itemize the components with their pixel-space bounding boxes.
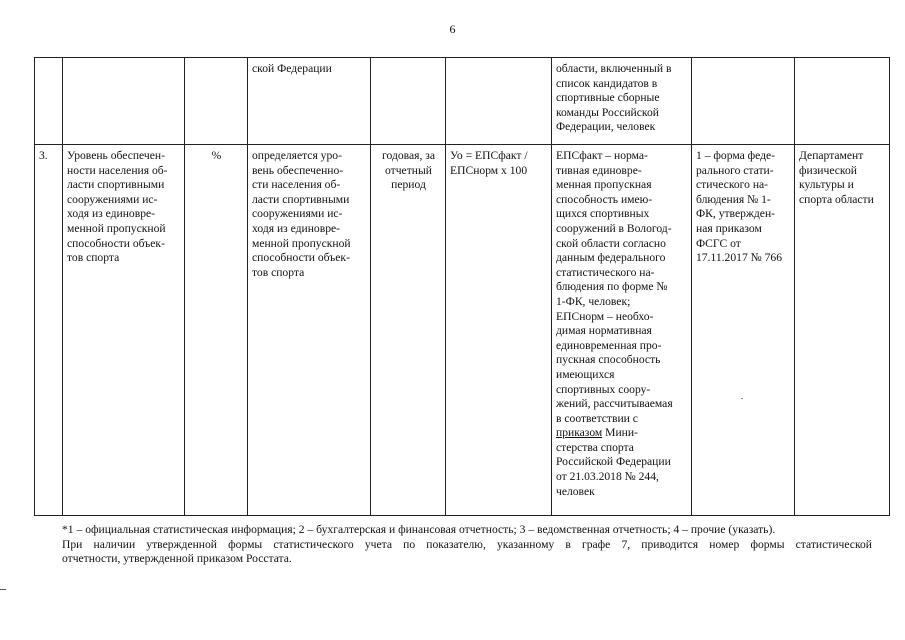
cell-definition-continued: ской Федерации bbox=[248, 58, 371, 145]
cell-unit: % bbox=[185, 145, 248, 516]
footnote-line-3: отчетности, утвержденной приказом Росстата. bbox=[62, 552, 292, 566]
cell-definition: определяется уро- вень обеспеченно- сти населения об- ласти спортивными сооружениями ис- ходя из единовре- менной пропускной способности объек- тов спорта bbox=[248, 145, 371, 516]
cell-empty bbox=[371, 58, 446, 145]
cell-number: 3. bbox=[35, 145, 63, 516]
cell-periodicity: годовая, за отчетный период bbox=[371, 145, 446, 516]
cell-empty bbox=[795, 58, 890, 145]
cell-responsible: Департамент физической культуры и спорта области bbox=[795, 145, 890, 516]
footnote-line-2: При наличии утвержденной формы статистического учета по показателю, указанному в графе 7, приводится номер формы статистической bbox=[62, 537, 872, 551]
cell-formula: Уо = ЕПСфакт / ЕПСнорм х 100 bbox=[446, 145, 552, 516]
footnote-line-1: *1 – официальная статистическая информация; 2 – бухгалтерская и финансовая отчетность; 3 – ведомственная отчетность; 4 – прочие (указать). bbox=[62, 523, 776, 536]
page-number: 6 bbox=[449, 22, 456, 36]
cell-empty bbox=[446, 58, 552, 145]
cell-empty bbox=[63, 58, 185, 145]
indicator-table bbox=[34, 57, 890, 516]
cell-empty bbox=[35, 58, 63, 145]
cell-empty bbox=[185, 58, 248, 145]
order-link[interactable]: приказом bbox=[556, 426, 603, 440]
cell-indicator: Уровень обеспечен- ности населения об- ласти спортивными сооружениями ис- ходя из единовре- менной пропускной способности объек- тов спорта bbox=[63, 145, 185, 516]
cell-components: ЕПСфакт – норма- тивная единовре- менная пропускная способность имею- щихся спортивных сооружений в Вологод- ской области согласно данным федерального статистического на- блюдения по форме № 1-ФК, человек; ЕПСнорм – необхо- димая нормативная единовременная про- пускная способность имеющихся спортивных соору- жений, рассчитываемая в соответствии с приказом Мини- стерства спорта Российской Федерации от 21.03.2018 № 244, человек bbox=[552, 145, 692, 516]
margin-mark bbox=[0, 589, 6, 590]
table-row bbox=[35, 58, 890, 145]
table-row bbox=[35, 145, 890, 516]
footnote bbox=[62, 523, 872, 567]
cell-components-continued: области, включенный в список кандидатов в спортивные сборные команды Российской Федерации, человек bbox=[552, 58, 692, 145]
cell-empty bbox=[692, 58, 795, 145]
cell-source: 1 – форма феде- рального стати- стического на- блюдения № 1- ФК, утвержден- ная приказом ФСГС от 17.11.2017 № 766 bbox=[692, 145, 795, 516]
scan-speck bbox=[741, 398, 743, 399]
